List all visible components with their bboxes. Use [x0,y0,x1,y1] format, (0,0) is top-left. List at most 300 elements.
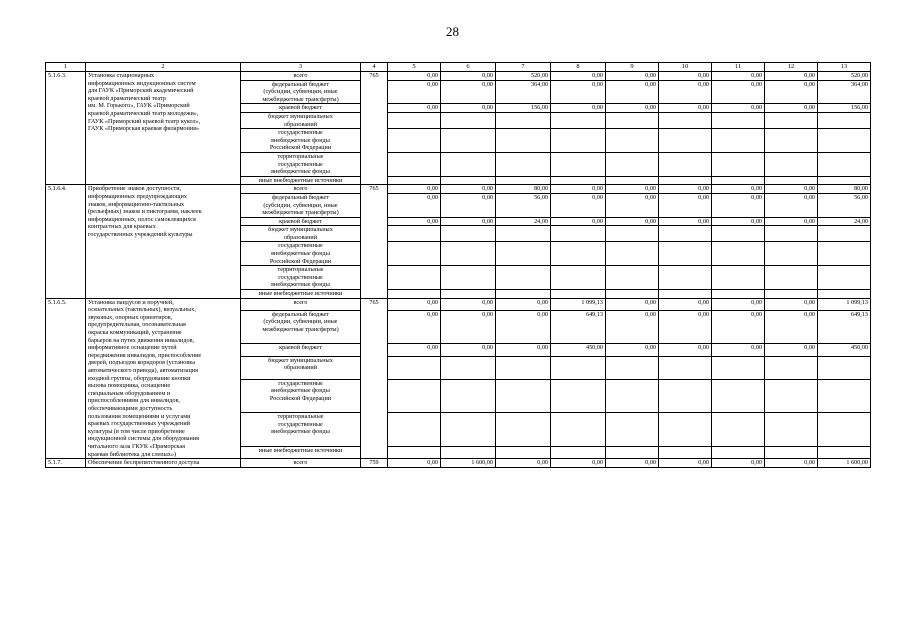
amount-cell [551,112,606,128]
amount-cell: 364,00 [496,80,551,104]
amount-cell: 649,13 [818,310,871,344]
measure-name-line: (рельефных) знаков и пиктограмм, наклеек [88,208,202,216]
measure-name-line: Обеспечение беспрепятственного доступа [88,459,200,467]
amount-cell [551,413,606,447]
amount-cell [765,242,818,266]
amount-cell [606,379,659,413]
amount-cell [441,413,496,447]
amount-cell: 0,00 [712,310,765,344]
column-number: 1 [46,63,86,72]
kbk-code: 759 [361,459,388,468]
amount-cell [712,379,765,413]
amount-cell: 0,00 [606,185,659,194]
measure-name-line: краевая библиотека для слепых») [88,450,177,458]
measure-name [86,459,241,468]
amount-cell: 0,00 [659,310,712,344]
amount-cell: 0,00 [388,193,441,217]
amount-cell [551,129,606,153]
amount-cell: 0,00 [441,104,496,113]
measure-name-line: государственных учреждений культуры [88,230,193,238]
amount-cell [659,242,712,266]
column-number: 11 [712,63,765,72]
amount-cell [606,242,659,266]
amount-cell [712,242,765,266]
amount-cell: 0,00 [606,298,659,310]
amount-cell: 0,00 [496,344,551,356]
amount-cell: 0,00 [441,344,496,356]
amount-cell: 0,00 [712,72,765,81]
amount-cell [712,446,765,458]
amount-cell: 0,00 [659,344,712,356]
funding-source [241,152,361,176]
amount-cell [765,266,818,290]
measure-name-line: передвижения инвалидов, приспособление [88,351,202,359]
amount-cell [496,379,551,413]
funding-source [241,379,361,413]
amount-cell: 0,00 [551,104,606,113]
measure-name-line: ГАУК «Приморский краевой театр кукол», [88,117,201,125]
measure-name-line: ГАУК «Приморская краевая филармония» [88,125,200,133]
measure-name-line: осязательных (тактильных), визуальных, [88,306,196,314]
amount-cell [551,290,606,299]
funding-source [241,266,361,290]
amount-cell [712,266,765,290]
measure-code: 5.1.6.5. [46,298,86,458]
amount-cell [712,356,765,379]
amount-cell: 0,00 [765,344,818,356]
amount-cell [765,379,818,413]
amount-cell: 0,00 [659,104,712,113]
funding-source-line: бюджет муниципальных [268,356,333,364]
amount-cell [606,290,659,299]
amount-cell: 0,00 [765,310,818,344]
amount-cell [659,112,712,128]
funding-source [241,226,361,242]
amount-cell: 0,00 [606,104,659,113]
funding-source-line: всего [293,72,308,79]
funding-source-line: (субсидии, субвенции, иные [263,88,338,96]
measure-name-line: вызова помощника, оснащение [88,382,171,390]
measure-name-line: звуковых, опорных ориентиров, [88,313,173,321]
amount-cell [659,356,712,379]
amount-cell [818,152,871,176]
amount-cell: 0,00 [606,72,659,81]
funding-source-line: иные внебюджетные источники [258,290,343,298]
amount-cell [818,266,871,290]
measure-name-line: информационных, полос самоклеящихся [88,215,196,223]
funding-source [241,112,361,128]
amount-cell [765,446,818,458]
amount-cell [496,242,551,266]
funding-source-line: бюджет муниципальных [268,226,333,234]
amount-cell [496,356,551,379]
amount-cell: 80,00 [818,185,871,194]
funding-source [241,176,361,185]
amount-cell: 0,00 [441,310,496,344]
funding-source-line: межбюджетные трансферты) [262,95,339,103]
amount-cell: 0,00 [659,80,712,104]
amount-cell [388,446,441,458]
amount-cell [712,226,765,242]
column-number: 8 [551,63,606,72]
funding-source-line: межбюджетные трансферты) [262,209,339,217]
column-number-row [46,63,871,72]
funding-source-line: федеральный бюджет [272,80,329,88]
amount-cell [712,112,765,128]
funding-source-line: Российской Федерации [269,394,332,402]
amount-cell [712,176,765,185]
funding-source-line: государственные [278,379,323,387]
funding-source-line: государственные [278,273,323,281]
amount-cell [818,226,871,242]
amount-cell [818,446,871,458]
amount-cell [606,152,659,176]
amount-cell: 0,00 [765,104,818,113]
measure-row [46,298,871,310]
amount-cell [818,356,871,379]
amount-cell: 364,00 [818,80,871,104]
amount-cell: 0,00 [606,80,659,104]
amount-cell: 0,00 [551,193,606,217]
amount-cell [388,356,441,379]
amount-cell: 0,00 [659,185,712,194]
amount-cell [496,290,551,299]
amount-cell [551,266,606,290]
amount-cell [441,242,496,266]
measure-name-line: обеспечивающими доступность [88,404,173,412]
funding-source-line: (субсидии, субвенции, иные [263,318,338,326]
funding-source [241,104,361,113]
amount-cell: 0,00 [606,193,659,217]
amount-cell [712,129,765,153]
column-number: 12 [765,63,818,72]
amount-cell: 0,00 [388,185,441,194]
funding-source [241,298,361,310]
amount-cell: 56,00 [496,193,551,217]
amount-cell: 0,00 [765,459,818,468]
amount-cell [659,266,712,290]
amount-cell [818,242,871,266]
amount-cell: 0,00 [659,459,712,468]
amount-cell [441,152,496,176]
amount-cell: 0,00 [496,310,551,344]
measure-name-line: пользования помещениями и услугами [88,412,191,420]
amount-cell: 450,00 [551,344,606,356]
measure-name-line: Установка пандусов и поручней, [88,298,174,306]
amount-cell: 0,00 [388,104,441,113]
amount-cell [496,129,551,153]
kbk-code: 765 [361,72,388,185]
amount-cell [441,176,496,185]
amount-cell: 0,00 [712,193,765,217]
amount-cell [388,112,441,128]
funding-source [241,290,361,299]
column-number: 4 [361,63,388,72]
funding-source-line: всего [293,185,308,193]
amount-cell: 0,00 [551,459,606,468]
measure-name [86,298,241,458]
amount-cell [551,356,606,379]
measure-name-line: краевой драматический театр [88,94,166,102]
amount-cell [388,129,441,153]
amount-cell [551,226,606,242]
amount-cell: 0,00 [388,298,441,310]
page-number: 28 [446,24,459,39]
amount-cell: 24,00 [496,217,551,226]
funding-source-line: территориальные [277,413,324,421]
amount-cell: 156,00 [818,104,871,113]
funding-source [241,344,361,356]
amount-cell [496,413,551,447]
measure-name-line: для ГАУК «Приморский академический [88,87,194,95]
funding-source [241,413,361,447]
measure-code: 5.1.6.3. [46,72,86,185]
funding-source-line: бюджет муниципальных [268,112,333,120]
amount-cell [388,176,441,185]
measure-name-line: дверей, подъездов коридоров (установка [88,359,195,367]
amount-cell [551,446,606,458]
funding-source-line: образований [283,364,318,372]
funding-source-line: образований [283,120,318,128]
funding-source-line: государственные [278,420,323,428]
amount-cell [496,266,551,290]
column-number: 2 [86,63,241,72]
amount-cell: 0,00 [388,459,441,468]
measure-name-line: входной группы, оборудование кнопки [88,374,191,382]
amount-cell [765,112,818,128]
measure-row [46,72,871,81]
amount-cell: 0,00 [388,217,441,226]
funding-source [241,217,361,226]
amount-cell: 0,00 [659,217,712,226]
amount-cell [606,413,659,447]
amount-cell [659,413,712,447]
amount-cell [818,129,871,153]
amount-cell: 1 099,13 [551,298,606,310]
funding-source-line: всего [293,459,308,467]
funding-source [241,310,361,344]
amount-cell: 0,00 [388,80,441,104]
measure-name-line: автоматического привода), автоматизация [88,366,198,374]
amount-cell: 24,00 [818,217,871,226]
amount-cell: 0,00 [496,459,551,468]
amount-cell: 156,00 [496,104,551,113]
amount-cell: 0,00 [551,185,606,194]
funding-source-line: Российской Федерации [269,257,332,265]
measure-name-line: информационных предупреждающих [88,192,187,200]
amount-cell [765,290,818,299]
column-number: 13 [818,63,871,72]
funding-source-line: краевой бюджет [279,344,322,352]
amount-cell [441,112,496,128]
amount-cell: 0,00 [388,344,441,356]
amount-cell: 0,00 [441,72,496,81]
amount-cell: 0,00 [765,72,818,81]
amount-cell [818,112,871,128]
amount-cell: 0,00 [441,217,496,226]
funding-source [241,185,361,194]
measure-name-line: краевой драматический театр молодежи», [88,109,199,117]
column-number: 3 [241,63,361,72]
amount-cell: 0,00 [765,298,818,310]
measure-name-line: культуры (в том числе приобретение [88,427,185,435]
funding-source-line: территориальные [277,266,324,274]
measure-name-line: Приобретение знаков доступности, [88,185,182,193]
table-body [46,63,871,468]
amount-cell: 1 099,13 [818,298,871,310]
amount-cell [496,176,551,185]
amount-cell: 0,00 [606,459,659,468]
amount-cell: 1 600,00 [441,459,496,468]
amount-cell: 0,00 [441,185,496,194]
amount-cell [712,290,765,299]
amount-cell [765,413,818,447]
amount-cell: 0,00 [388,310,441,344]
amount-cell: 0,00 [712,344,765,356]
amount-cell [496,446,551,458]
funding-source-line: межбюджетные трансферты) [262,325,339,333]
funding-source-line: внебюджетные фонды [271,168,330,176]
amount-cell: 0,00 [765,185,818,194]
amount-cell: 0,00 [388,72,441,81]
amount-cell [765,226,818,242]
amount-cell [441,226,496,242]
amount-cell [606,356,659,379]
amount-cell: 0,00 [551,217,606,226]
amount-cell [659,290,712,299]
amount-cell [496,112,551,128]
measure-row [46,459,871,468]
amount-cell: 0,00 [712,80,765,104]
amount-cell: 520,00 [496,72,551,81]
amount-cell [659,446,712,458]
amount-cell [388,226,441,242]
funding-source [241,459,361,468]
measure-name-line: читального зала ГКУК «Приморская [88,442,185,450]
column-number: 9 [606,63,659,72]
measure-name-line: контрастных для краевых [88,223,156,231]
funding-source-line: федеральный бюджет [272,193,329,201]
amount-cell: 649,13 [551,310,606,344]
funding-source-line: федеральный бюджет [272,310,329,318]
amount-cell: 0,00 [606,217,659,226]
column-number: 6 [441,63,496,72]
amount-cell [441,129,496,153]
funding-source-line: государственные [278,242,323,250]
amount-cell [388,242,441,266]
kbk-code: 765 [361,185,388,298]
funding-source [241,72,361,81]
amount-cell [606,226,659,242]
funding-source [241,80,361,104]
amount-cell [496,226,551,242]
measure-name-line: предупредительная, опознавательная [88,321,186,329]
measure-name-line: информативное оснащение путей [88,344,177,352]
column-number: 7 [496,63,551,72]
amount-cell [765,152,818,176]
measure-name-line: барьеров на путях движения инвалидов, [88,336,195,344]
amount-cell [659,152,712,176]
funding-source-line: краевой бюджет [279,217,322,225]
measure-name-line: специальным оборудованием и [88,389,171,397]
amount-cell [712,152,765,176]
amount-cell [441,356,496,379]
amount-cell [765,356,818,379]
funding-source-line: внебюджетные фонды [271,281,330,289]
measure-code: 5.1.7. [46,459,86,468]
amount-cell [606,176,659,185]
measure-code: 5.1.6.4. [46,185,86,298]
amount-cell [388,379,441,413]
amount-cell: 0,00 [606,344,659,356]
column-number: 5 [388,63,441,72]
amount-cell: 56,00 [818,193,871,217]
amount-cell [606,446,659,458]
measure-name-line: приспособлениями для инвалидов, [88,397,180,405]
amount-cell [388,290,441,299]
amount-cell: 0,00 [712,217,765,226]
amount-cell [551,379,606,413]
funding-source-line: государственные [278,160,323,168]
measure-name-line: информационных индукционных систем [88,79,196,87]
budget-table [45,62,871,468]
amount-cell: 0,00 [551,72,606,81]
amount-cell: 0,00 [441,80,496,104]
amount-cell: 0,00 [496,298,551,310]
amount-cell [441,266,496,290]
funding-source-line: внебюджетные фонды [271,428,330,436]
funding-source-line: государственные [278,129,323,137]
amount-cell [551,176,606,185]
amount-cell [765,129,818,153]
funding-source-line: всего [293,298,308,306]
measure-name [86,185,241,298]
funding-source-line: внебюджетные фонды [271,387,330,395]
amount-cell: 0,00 [441,298,496,310]
amount-cell [388,266,441,290]
funding-source [241,242,361,266]
column-number: 10 [659,63,712,72]
amount-cell [818,379,871,413]
amount-cell: 0,00 [712,459,765,468]
amount-cell: 0,00 [765,217,818,226]
amount-cell [441,446,496,458]
funding-source-line: краевой бюджет [279,104,322,112]
amount-cell [551,242,606,266]
funding-source-line: Российской Федерации [269,144,332,152]
amount-cell: 0,00 [712,298,765,310]
funding-source-line: образований [283,233,318,241]
funding-source-line: иные внебюджетные источники [258,176,343,184]
amount-cell [496,152,551,176]
amount-cell [388,152,441,176]
amount-cell: 0,00 [659,298,712,310]
funding-source [241,129,361,153]
funding-source [241,446,361,458]
measure-name-line: индукционной системы для оборудования [88,435,200,443]
measure-name-line: им. М. Горького», ГАУК «Приморский [88,102,190,110]
amount-cell [818,176,871,185]
funding-source-line: внебюджетные фонды [271,136,330,144]
amount-cell [818,290,871,299]
funding-source-line: территориальные [277,152,324,160]
measure-name [86,72,241,185]
funding-source [241,193,361,217]
funding-source [241,356,361,379]
measure-row [46,185,871,194]
measure-name-line: краевых государственных учреждений [88,420,190,428]
amount-cell: 0,00 [712,185,765,194]
